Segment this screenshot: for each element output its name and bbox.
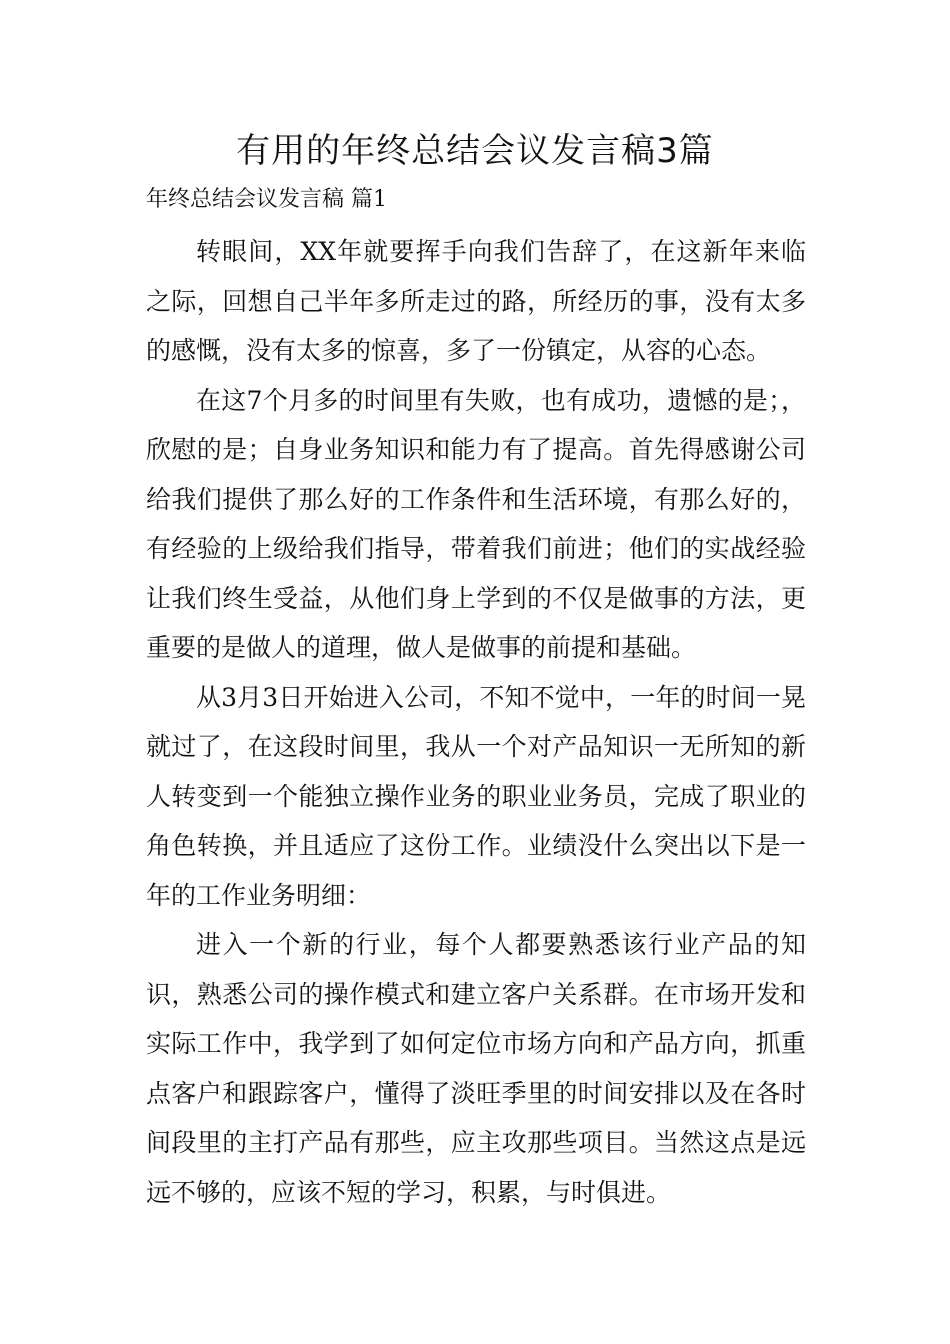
document-body — [146, 227, 806, 1217]
section-heading: 年终总结会议发言稿 篇1 — [146, 187, 387, 212]
paragraph: 转眼间，XX年就要挥手向我们告辞了，在这新年来临之际，回想自己半年多所走过的路，所经历的事，没有太多的感慨，没有太多的惊喜，多了一份镇定，从容的心态。 — [146, 237, 806, 365]
document-title: 有用的年终总结会议发言稿3篇 — [236, 131, 714, 171]
paragraph: 在这7个月多的时间里有失败，也有成功，遗憾的是；，欣慰的是；自身业务知识和能力有了提高。首先得感谢公司给我们提供了那么好的工作条件和生活环境，有那么好的，有经验的上级给我们指导，带着我们前进；他们的实战经验让我们终生受益，从他们身上学到的不仅是做事的方法，更重要的是做人的道理，做人是做事的前提和基础。 — [146, 385, 806, 662]
paragraph: 从3月3日开始进入公司，不知不觉中，一年的时间一晃就过了，在这段时间里，我从一个对产品知识一无所知的新人转变到一个能独立操作业务的职业业务员，完成了职业的角色转换，并且适应了这份工作。业绩没什么突出以下是一年的工作业务明细： — [146, 682, 806, 910]
paragraph: 进入一个新的行业，每个人都要熟悉该行业产品的知识，熟悉公司的操作模式和建立客户关系群。在市场开发和实际工作中，我学到了如何定位市场方向和产品方向，抓重点客户和跟踪客户，懂得了淡旺季里的时间安排以及在各时间段里的主打产品有那些，应主攻那些项目。当然这点是远远不够的，应该不短的学习，积累，与时俱进。 — [146, 930, 806, 1207]
